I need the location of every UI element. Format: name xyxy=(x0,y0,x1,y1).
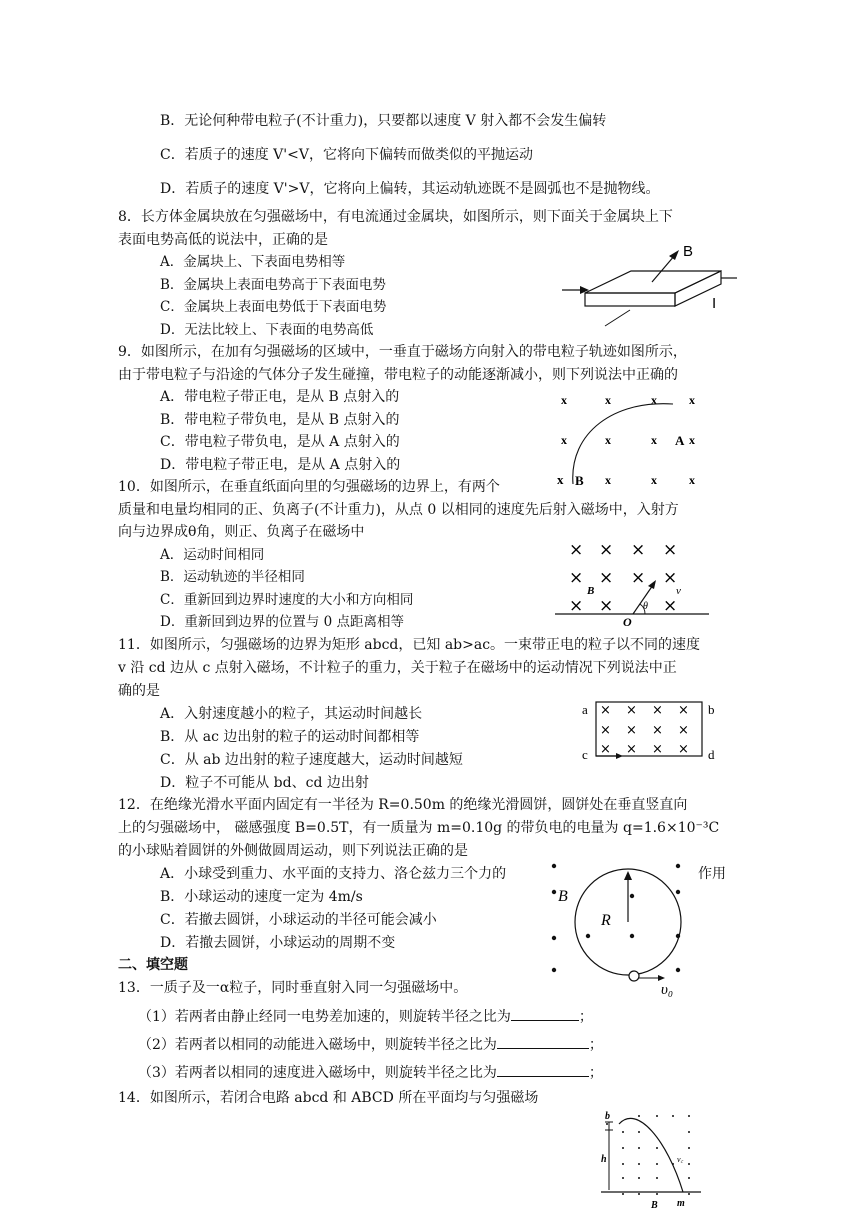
q8-stem-2: 表面电势高低的说法中，正确的是 xyxy=(118,232,328,248)
q7-option-c: C．若质子的速度 V'<V，它将向下偏转而做类似的平抛运动 xyxy=(160,147,533,163)
field-x: × xyxy=(626,723,637,738)
field-x: x xyxy=(689,433,695,447)
field-x: × xyxy=(569,540,584,560)
q9-option-c: C．带电粒子带负电，是从 A 点射入的 xyxy=(160,434,400,450)
q12-stem-3: 的小球贴着圆饼的外侧做圆周运动，则下列说法正确的是 xyxy=(118,843,468,859)
b-small-label: b xyxy=(605,1111,610,1122)
field-x: × xyxy=(626,703,637,718)
q9-stem-1: 9．如图所示，在加有匀强磁场的区域中，一垂直于磁场方向射入的带电粒子轨迹如图所示， xyxy=(118,344,687,360)
q11-option-d: D．粒子不可能从 bd、cd 边出射 xyxy=(160,775,369,791)
q11-stem-1: 11．如图所示，匀强磁场的边界为矩形 abcd，已知 ab>ac。一束带正电的粒子以不同的速度 xyxy=(118,637,701,653)
field-x: × xyxy=(678,742,689,757)
field-x: x xyxy=(605,473,611,487)
q10-option-d: D．重新回到边界的位置与 0 点距离相等 xyxy=(160,614,404,630)
field-x: x xyxy=(561,433,567,447)
field-marks xyxy=(600,703,689,757)
field-x: × xyxy=(600,723,611,738)
radius-arrow xyxy=(624,871,632,880)
figure-boundary-entry xyxy=(553,538,713,628)
block-front-face xyxy=(585,293,675,306)
field-x: × xyxy=(600,742,611,757)
h-label: h xyxy=(601,1154,607,1165)
point-b-mark: x xyxy=(557,472,564,487)
b-field-label: B xyxy=(651,1200,658,1211)
answer-blank-1[interactable] xyxy=(511,1006,579,1021)
q10-stem-3: 向与边界成θ角，则正、负离子在磁场中 xyxy=(118,524,365,540)
field-x: × xyxy=(626,742,637,757)
vc-label: v꜀ xyxy=(677,1155,684,1164)
field-x: × xyxy=(631,540,646,560)
q12-option-b: B．小球运动的速度一定为 4m/s xyxy=(160,889,363,905)
field-x: x xyxy=(689,473,695,487)
velocity-arrow xyxy=(648,580,656,589)
corner-d: d xyxy=(708,747,715,762)
v0-label: υ₀ xyxy=(661,982,674,998)
q7-option-d: D．若质子的速度 V'>V，它将向上偏转，其运动轨迹既不是圆弧也不是抛物线。 xyxy=(160,181,660,197)
q12-option-d: D．若撤去圆饼，小球运动的周期不变 xyxy=(160,935,396,951)
pointer-line xyxy=(605,310,630,326)
corner-a: a xyxy=(582,702,588,717)
field-x: × xyxy=(652,703,663,718)
figure-circle-disk xyxy=(548,858,708,996)
field-x: × xyxy=(600,703,611,718)
o-label: O xyxy=(623,615,632,629)
field-x: x xyxy=(651,433,657,447)
q11-option-a: A．入射速度越小的粒子，其运动时间越长 xyxy=(160,706,423,722)
q13-stem: 13．一质子及一α粒子，同时垂直射入同一匀强磁场中。 xyxy=(118,980,468,996)
q10-option-b: B．运动轨迹的半径相同 xyxy=(160,569,305,585)
particle-path xyxy=(619,1118,683,1192)
q11-option-b: B．从 ac 边出射的粒子的运动时间都相等 xyxy=(160,729,420,745)
track-curve xyxy=(573,404,673,484)
corner-b: b xyxy=(708,702,715,717)
q8-option-b: B．金属块上表面电势高于下表面电势 xyxy=(160,277,386,293)
q14-stem: 14．如图所示，若闭合电路 abcd 和 ABCD 所在平面均与匀强磁场 xyxy=(118,1090,539,1106)
q10-option-a: A．运动时间相同 xyxy=(160,547,265,563)
field-x: × xyxy=(569,568,584,588)
figure-particle-track xyxy=(555,392,705,492)
field-x: × xyxy=(599,596,614,616)
i-label: I xyxy=(712,295,717,312)
q11-stem-2: v 沿 cd 边从 c 点射入磁场，不计粒子的重力，关于粒子在磁场中的运动情况下列说法中正 xyxy=(118,660,677,676)
ball xyxy=(629,971,639,981)
q10-option-c: C．重新回到边界时速度的大小和方向相同 xyxy=(160,592,414,608)
q13-item-3 xyxy=(138,1062,603,1083)
figure-rectangle-field xyxy=(578,697,718,767)
semicolon: ； xyxy=(578,1009,593,1025)
q9-option-b: B．带电粒子带负电，是从 B 点射入的 xyxy=(160,412,400,428)
q12-stem-1: 12．在绝缘光滑水平面内固定有一半径为 R=0.50m 的绝缘光滑圆饼，圆饼处在垂直竖直向 xyxy=(118,797,688,813)
corner-c: c xyxy=(582,747,588,762)
field-x: × xyxy=(631,568,646,588)
field-x: × xyxy=(678,723,689,738)
section-heading: 二、填空题 xyxy=(118,957,188,973)
entry-arrow xyxy=(616,753,623,759)
q9-option-d: D．带电粒子带正电，是从 A 点射入的 xyxy=(160,457,401,473)
q13-item-2-text: （2）若两者以相同的动能进入磁场中，则旋转半径之比为 xyxy=(138,1037,497,1053)
block-top-face xyxy=(585,271,721,293)
answer-blank-2[interactable] xyxy=(497,1034,589,1049)
q13-item-1-text: （1）若两者由静止经同一电势差加速的，则旋转半径之比为 xyxy=(138,1009,511,1025)
q7-option-b: B．无论何种带电粒子(不计重力)，只要都以速度 V 射入都不会发生偏转 xyxy=(160,113,607,129)
q8-option-c: C．金属块上表面电势低于下表面电势 xyxy=(160,299,387,315)
semicolon: ； xyxy=(588,1065,603,1081)
q12-option-c: C．若撤去圆饼，小球运动的半径可能会减小 xyxy=(160,912,437,928)
field-x: × xyxy=(663,596,678,616)
field-x: × xyxy=(652,723,663,738)
r-label: R xyxy=(601,912,611,929)
field-x: × xyxy=(569,596,584,616)
point-a-label: A xyxy=(675,433,685,448)
field-x: × xyxy=(663,568,678,588)
v0-arrow xyxy=(658,975,665,981)
b-field-line xyxy=(652,255,675,282)
field-x: x xyxy=(651,473,657,487)
field-x: x xyxy=(605,393,611,407)
q12-option-a: A．小球受到重力、水平面的支持力、洛仑兹力三个力的 xyxy=(160,866,507,882)
field-x: x xyxy=(561,393,567,407)
q9-option-a: A．带电粒子带正电，是从 B 点射入的 xyxy=(160,389,400,405)
m-label: m xyxy=(677,1198,685,1209)
q8-option-a: A．金属块上、下表面电势相等 xyxy=(160,254,346,270)
q11-option-c: C．从 ab 边出射的粒子速度越大，运动时间越短 xyxy=(160,752,463,768)
q8-stem-1: 8．长方体金属块放在匀强磁场中，有电流通过金属块，如图所示，则下面关于金属块上下 xyxy=(118,209,673,225)
field-x: × xyxy=(599,540,614,560)
q13-item-2 xyxy=(138,1034,603,1055)
figure-q14-track xyxy=(585,1110,715,1214)
v-label: v xyxy=(676,585,681,597)
field-x: × xyxy=(678,703,689,718)
field-x: × xyxy=(652,742,663,757)
b-label: B xyxy=(558,888,568,905)
q9-stem-2: 由于带电粒子与沿途的气体分子发生碰撞，带电粒子的动能逐渐减小，则下列说法中正确的 xyxy=(118,367,678,383)
theta-label: θ xyxy=(643,601,648,612)
q10-stem-1: 10．如图所示，在垂直纸面向里的匀强磁场的边界上，有两个 xyxy=(118,479,500,495)
field-x: x xyxy=(651,393,657,407)
field-x: x xyxy=(605,433,611,447)
q11-stem-3: 确的是 xyxy=(118,683,160,699)
b-label: B xyxy=(683,243,694,260)
q13-item-1 xyxy=(138,1006,593,1027)
field-x: × xyxy=(663,540,678,560)
q12-option-a-tail: 作用 xyxy=(698,866,726,882)
semicolon: ； xyxy=(588,1037,603,1053)
field-x: x xyxy=(689,393,695,407)
q13-item-3-text: （3）若两者以相同的速度进入磁场中，则旋转半径之比为 xyxy=(138,1065,497,1081)
q8-option-d: D．无法比较上、下表面的电势高低 xyxy=(160,322,374,338)
field-marks xyxy=(569,540,677,616)
b-label: B xyxy=(587,585,595,597)
figure-metal-block xyxy=(555,238,735,338)
q12-stem-2: 上的匀强磁场中， 磁感强度 B=0.5T，有一质量为 m=0.10g 的带负电的电量为 q=1.6×10⁻³C xyxy=(118,820,720,836)
q10-stem-2: 质量和电量均相同的正、负离子(不计重力)，从点 0 以相同的速度先后射入磁场中，入射方 xyxy=(118,502,679,518)
answer-blank-3[interactable] xyxy=(497,1062,589,1077)
field-x: × xyxy=(599,568,614,588)
point-b-label: B xyxy=(575,473,584,488)
b-field-arrow xyxy=(669,250,679,260)
